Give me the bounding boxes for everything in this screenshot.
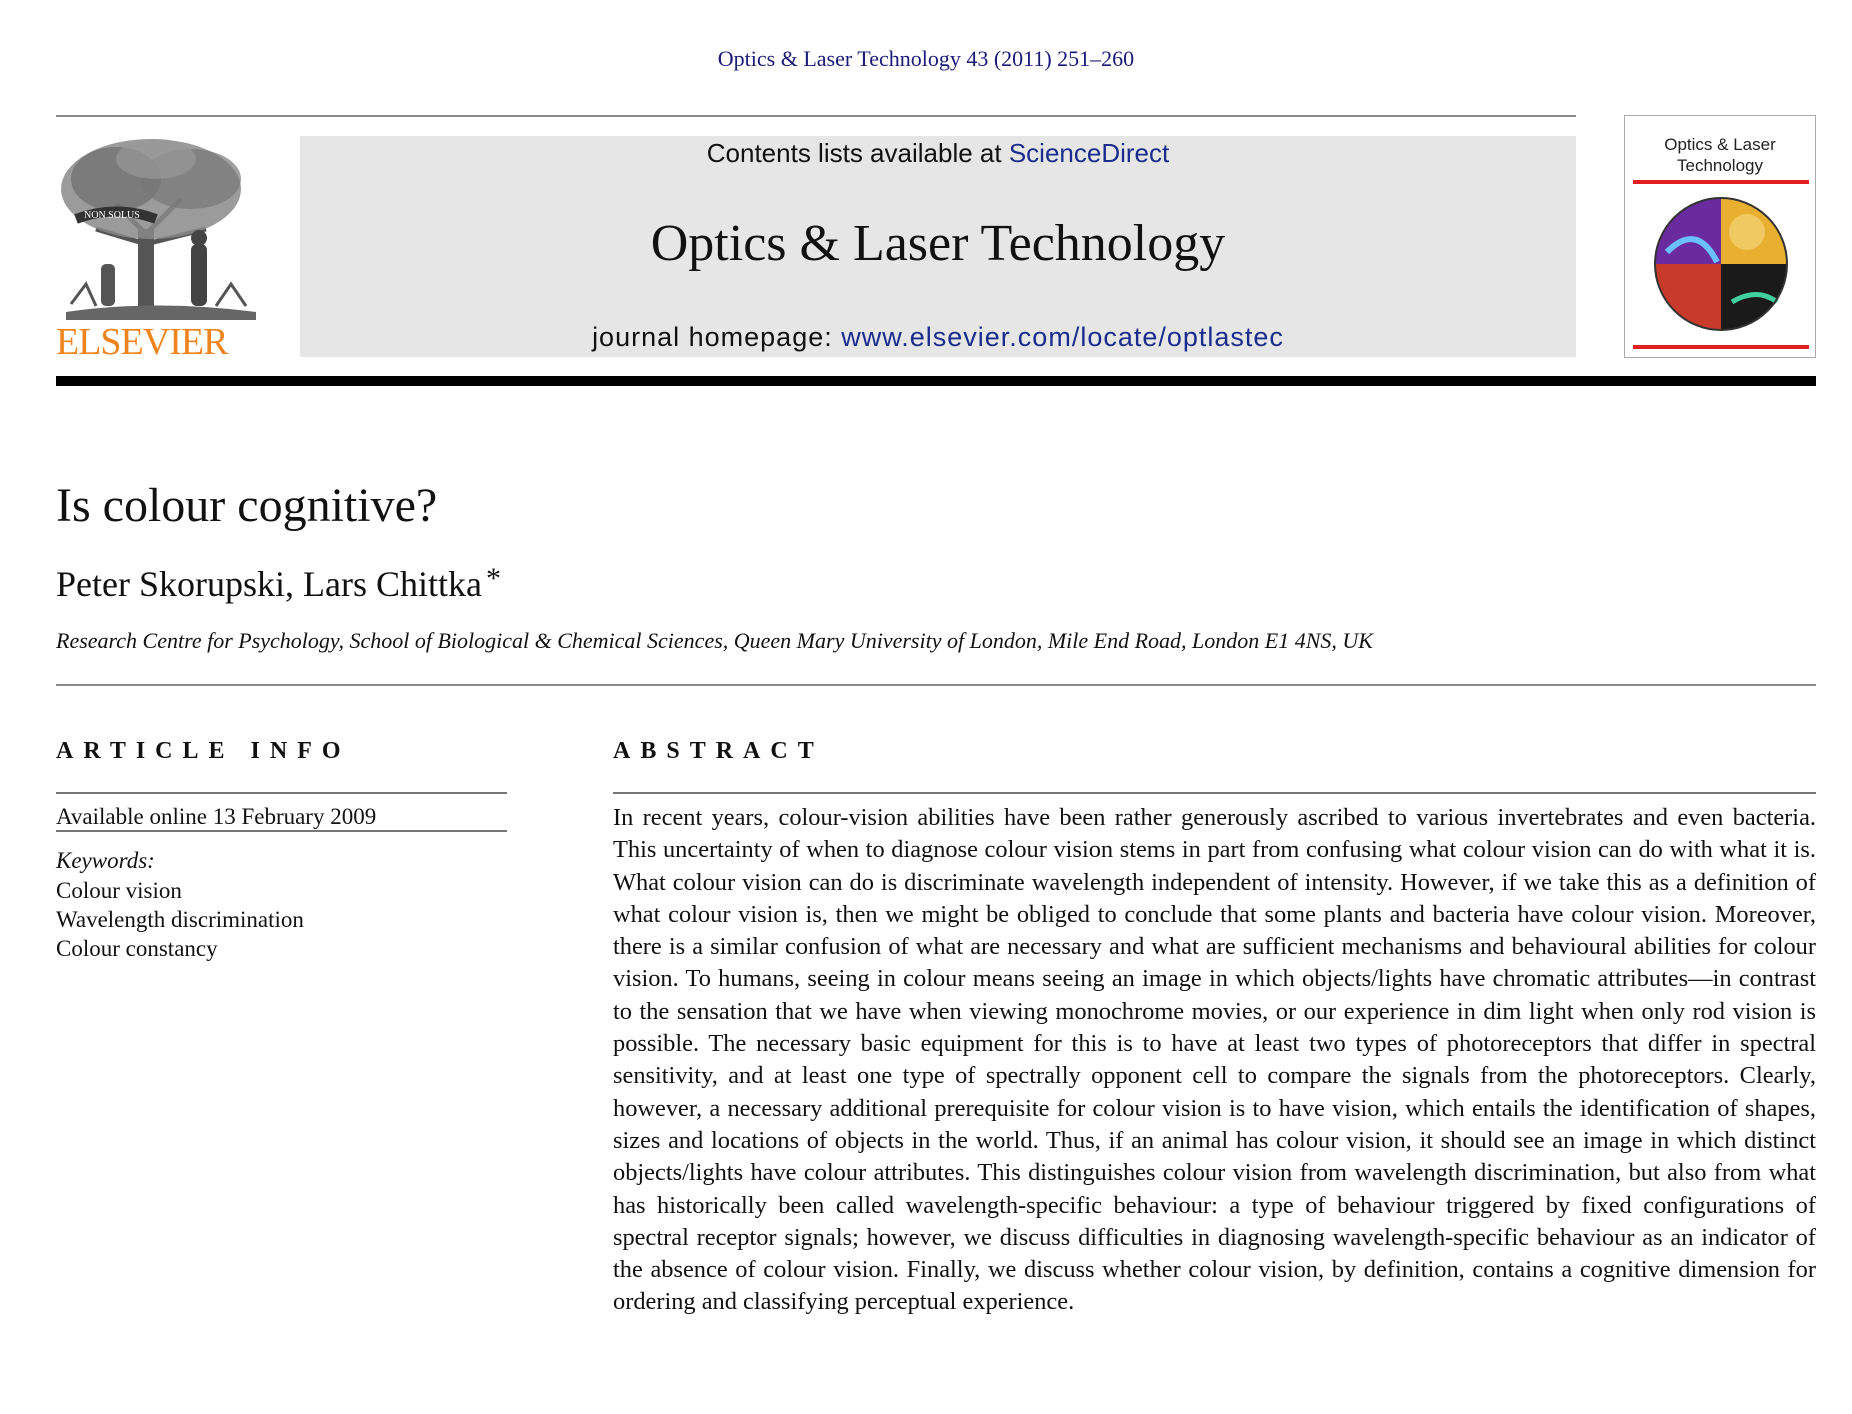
cover-title: Optics & Laser Technology xyxy=(1664,135,1776,175)
sciencedirect-link[interactable]: ScienceDirect xyxy=(1008,138,1170,168)
contents-prefix: Contents lists available at xyxy=(706,138,1002,168)
journal-title: Optics & Laser Technology xyxy=(650,215,1226,272)
abstract-rule xyxy=(613,792,1816,794)
keywords-label: Keywords: xyxy=(56,848,155,873)
homepage-line xyxy=(300,322,1576,353)
corresponding-author-mark[interactable]: * xyxy=(485,562,501,595)
article-title: Is colour cognitive? xyxy=(56,479,438,532)
article-info-rule-top xyxy=(56,792,507,794)
keyword-item: Colour vision xyxy=(56,878,182,903)
author-affiliation: Research Centre for Psychology, School of Biological & Chemical Sciences, Queen Mary University of London, Mile End Road, London E1 4NS, UK xyxy=(56,628,1373,653)
author-list xyxy=(56,562,501,605)
homepage-prefix: journal homepage: xyxy=(592,322,833,352)
elsevier-wordmark: ELSEVIER xyxy=(56,321,228,363)
header-top-rule xyxy=(56,115,1576,117)
tree-logo-icon xyxy=(56,134,262,324)
keywords-list xyxy=(56,876,304,963)
keyword-item: Colour constancy xyxy=(56,936,218,961)
keyword-item: Wavelength discrimination xyxy=(56,907,304,932)
cover-red-bar-top xyxy=(1633,180,1809,184)
contents-line xyxy=(300,138,1576,169)
authors-names[interactable]: Peter Skorupski, Lars Chittka xyxy=(56,564,482,604)
cover-artwork-icon xyxy=(1637,192,1805,332)
journal-cover-thumbnail[interactable] xyxy=(1624,115,1816,358)
available-online-date: Available online 13 February 2009 xyxy=(56,804,377,829)
section-divider-rule xyxy=(56,684,1816,686)
journal-banner xyxy=(300,136,1576,357)
elsevier-logo[interactable] xyxy=(56,134,262,363)
cover-red-bar-bottom xyxy=(1633,345,1809,349)
article-info-rule-bottom xyxy=(56,830,507,832)
abstract-heading: ABSTRACT xyxy=(613,738,824,764)
header-thick-rule xyxy=(56,376,1816,386)
article-info-heading: ARTICLE INFO xyxy=(56,738,351,764)
logo-motto: NON SOLUS xyxy=(84,210,140,221)
journal-citation[interactable]: Optics & Laser Technology 43 (2011) 251–260 xyxy=(717,46,1135,71)
abstract-text: In recent years, colour-vision abilities have been rather generously ascribed to various invertebrates and even bacteria. This uncertainty of when to diagnose colour vision stems in part from confusing what colour vision can do with what it is. What colour vision can do is discriminate wavelength independent of intensity. However, if we take this as a definition of what colour vision is, then we might be obliged to conclude that some plants and bacteria have colour vision. Moreover, there is a similar confusion of what are necessary and what are sufficient mechanisms and behavioural abilities for colour vision. To humans, seeing in colour means seeing an image in which objects/lights have chromatic attributes—in contrast to the sensation that we have when viewing monochrome movies, or our experience in dim light when only rod vision is possible. The necessary basic equipment for this is to have at least two types of photoreceptors that differ in spectral sensitivity, and at least one type of spectrally opponent cell to compare the signals from the photoreceptors. Clearly, however, a necessary additional prerequisite for colour vision is to have vision, which entails the identification of shapes, sizes and locations of objects in the world. Thus, if an animal has colour vision, it should see an image in which distinct objects/lights have colour attributes. This distinguishes colour vision from wavelength discrimination, but also from what has historically been called wavelength-specific behaviour: a type of behaviour triggered by fixed configurations of spectral receptor signals; however, we discuss difficulties in diagnosing wavelength-specific behaviour as an indicator of the absence of colour vision. Finally, we discuss whether colour vision, by definition, contains a cognitive dimension for ordering and classifying perceptual experience. xyxy=(613,804,1816,1316)
homepage-link[interactable]: www.elsevier.com/locate/optlastec xyxy=(841,322,1284,352)
